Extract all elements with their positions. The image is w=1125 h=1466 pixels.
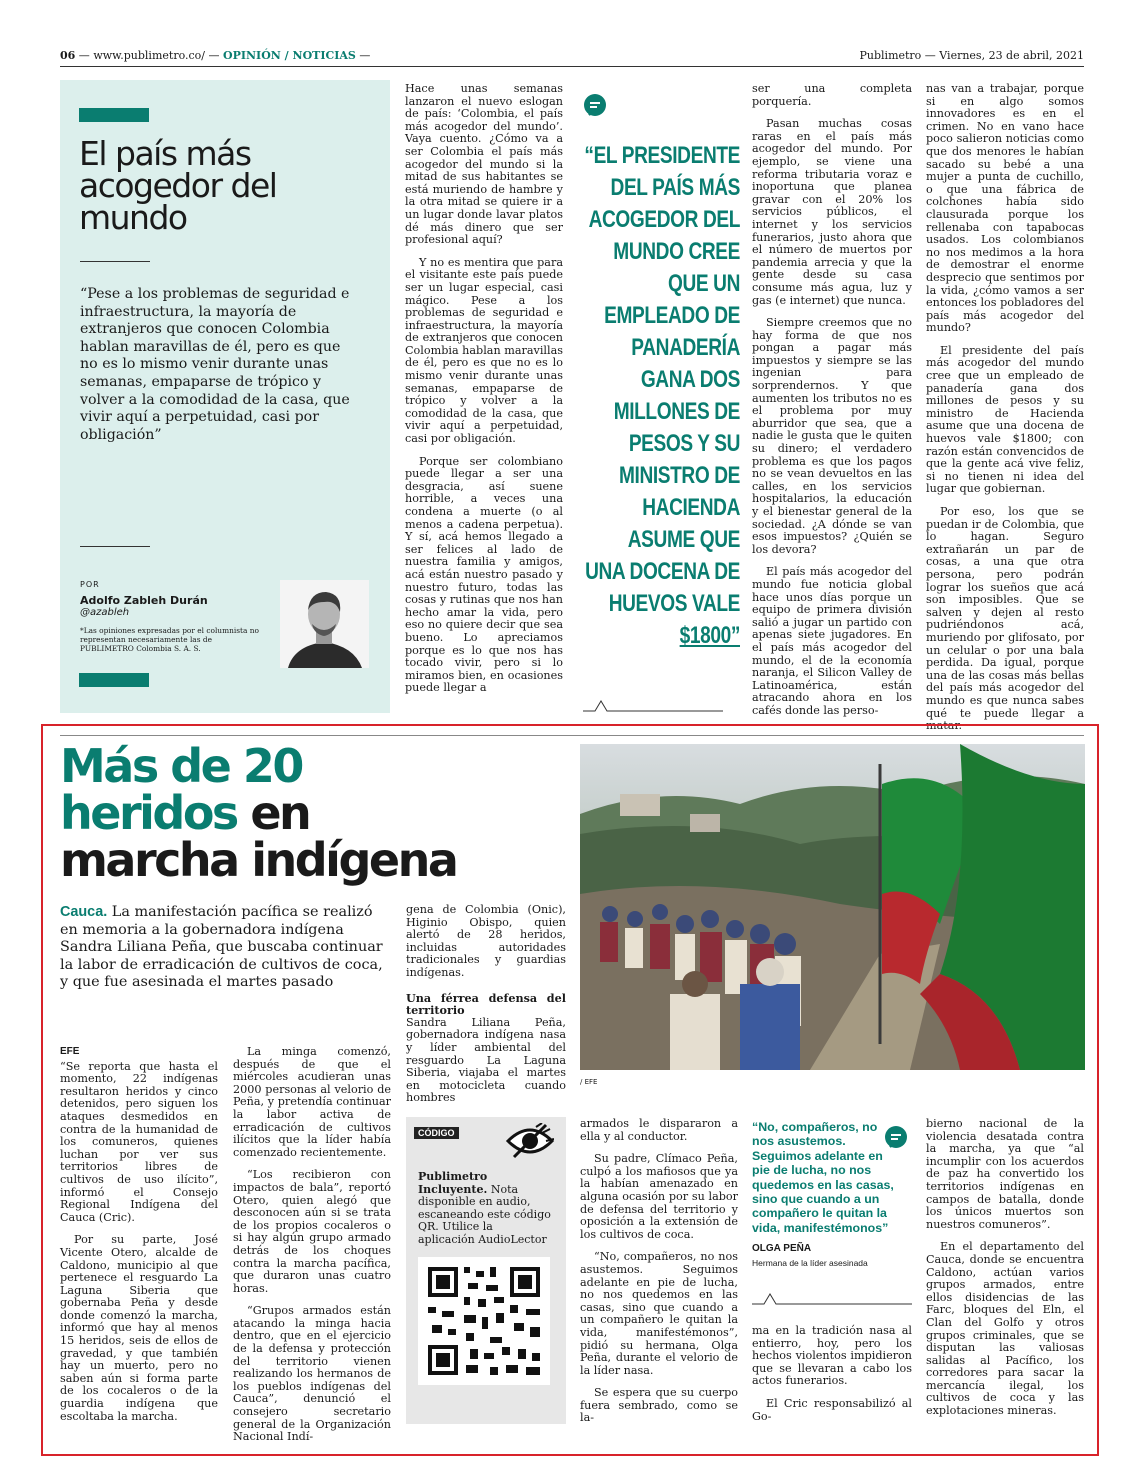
paragraph: Su padre, Clímaco Peña, culpó a los mafiosos que ya la habían amenazado en alguna ocasión por su labor de defensa del territorio y oposición a la extensión de los cultivos de coca. <box>580 1152 738 1241</box>
by-label: POR <box>80 580 100 589</box>
headline-line-3: marcha indígena <box>60 833 457 887</box>
news-pullquote <box>752 1120 912 1268</box>
subhead: Una férrea defensa del territorio <box>406 990 566 1018</box>
opinion-column-2 <box>752 83 912 728</box>
paragraph: Sandra Liliana Peña, gobernadora indígena nasa y líder ambiental del resguardo La Laguna Siberia, viajaba el martes en motocicleta cuando hombres <box>406 1015 566 1105</box>
teal-bar-bottom <box>79 673 149 687</box>
author-handle[interactable]: @azableh <box>80 607 130 618</box>
news-lede <box>60 904 390 992</box>
section-rule <box>60 735 1084 736</box>
paragraph: nas van a trabajar, porque si en algo somos innovadores es en el crimen. No en vano hace poco salieron noticias como que dos menores le habían sacado su bebé a una mujer a punta de cuchillo, o que una fábrica de colchones había sido clausurada porque los rellenaba con tapabocas usados. Los colombianos no nos medimos a la hora de demostrar el enorme desprecio que sentimos por la vida, ¿cómo vamos a ser entonces los pobladores del país más acogedor del mundo? <box>926 82 1084 335</box>
paragraph: bierno nacional de la violencia desatada contra la marcha, ya que “al incumplir con los acuerdos de paz ha convertido los territorios indígenas en campos de batalla, donde los únicos muertos son nuestros comuneros”. <box>926 1117 1084 1231</box>
author-photo <box>280 580 369 668</box>
paragraph: “Grupos armados están atacando la minga hacia dentro, que en el ejercicio de la defensa y protección del territorio vienen realizando los hermanos de los pueblos indígenas del Cauca”, denunció el consejero secretario general de la Organización Nacional Indí- <box>233 1304 391 1444</box>
opinion-column-1 <box>405 83 563 705</box>
speech-bubble-icon <box>583 94 740 122</box>
headline-line-1: Más de 20 <box>60 739 302 793</box>
news-column-2 <box>233 1046 391 1454</box>
paragraph: “Los recibieron con impactos de bala”, reportó Otero, quien alegó que desconocen aún si se trata de los propios cocaleros o si hay algún grupo armado detrás de los choques contra la marcha pacífica, que duraron unas cuatro horas. <box>233 1168 391 1295</box>
paragraph: “No, compañeros, no nos asustemos. Seguimos adelante en pie de lucha, no nos quedemos en las casas, sino que cuando a un compañero le quitan la vida, manifestémonos”, pidió su hermana, Olga Peña, durante el velorio de la líder nasa. <box>580 1250 738 1377</box>
codigo-text <box>418 1171 553 1247</box>
opinion-quote: “Pese a los problemas de seguridad e infraestructura, la mayoría de extranjeros que conocen Colombia hablan maravillas de él, pero es que no es lo mismo venir durante unas semanas, empaparse de trópico y volver a la comodidad de la casa, que vivir aquí a perpetuidad, casi por obligación” <box>80 286 350 443</box>
pullquote-text: “No, compañeros, no nos asustemos. Seguimos adelante en pie de lucha, no nos quedemos en las casas, sino que cuando a un compañero le quitan la vida, manifestémonos” <box>752 1120 894 1235</box>
qr-code[interactable] <box>418 1257 550 1385</box>
opinion-pullquote <box>583 83 740 652</box>
header-date: Publimetro — Viernes, 23 de abril, 2021 <box>859 49 1084 62</box>
teal-bar-top <box>79 108 149 122</box>
news-headline <box>60 739 580 887</box>
paragraph: Porque ser colombiano puede llegar a ser una desgracia, así suene horrible, a veces una condena a muerte (o al menos a cadena perpetua). Y sí, acá hemos llegado a ser felices al lado de nuestra familia y amigos, acá están nuestro pasado y nuestro futuro, todas las cosas y rutinas que nos han hecho amar la vida, pero eso no quiere decir que sea bueno. Lo apreciamos porque es lo que nos has tocado vivir, pero si lo miramos bien, en ocasiones puede llegar a <box>405 454 563 695</box>
paragraph: gena de Colombia (Onic), Higinio Obispo, quien alertó de 28 heridos, incluidas autoridades tradicionales y guardias indígenas. <box>406 903 566 979</box>
photo-credit: / EFE <box>580 1078 598 1086</box>
news-column-1 <box>60 1046 218 1433</box>
paragraph: Siempre creemos que no hay forma de que nos pongan a pagar más impuestos y siempre se las ingenian para sorprendernos. Y que aumenten los tributos no es el problema por muy aburridor que sea, que a nadie le gusta que le quiten su dinero; el verdadero problema es que los pagos no se vean devueltos en las calles, en los servicios hospitalarios, la educación y el bienestar general de la sociedad. ¿A dónde se van esos impuestos? ¿Quién se los devora? <box>752 316 912 556</box>
page-header <box>60 49 1084 65</box>
headline-line-2 <box>60 786 580 840</box>
codigo-title: Publimetro Incluyente. <box>418 1170 488 1196</box>
codigo-body: Nota disponible en audio, escaneando este código QR. Utilice la aplicación AudioLector <box>418 1182 551 1246</box>
disclaimer: *Las opiniones expresadas por el columnista no representan necesariamente las de PUBLIMETRO Colombia S. A. S. <box>80 626 259 653</box>
pullquote-end: $1800” <box>679 622 740 649</box>
news-column-3 <box>406 904 566 1115</box>
pullquote-name: OLGA PEÑA <box>752 1243 812 1255</box>
divider <box>80 261 150 262</box>
headline-en: en <box>250 786 310 840</box>
author-name: Adolfo Zableh Durán <box>80 594 208 607</box>
line-end-icon <box>583 695 723 719</box>
news-column-5 <box>752 1325 912 1433</box>
news-column-6 <box>926 1118 1084 1428</box>
paragraph: Pasan muchas cosas raras en el país más acogedor del mundo. Por ejemplo, se viene una reforma tributaria voraz e inoportuna que planea gravar con el 20% los servicios públicos, el internet y los servicios funerarios, justo ahora que el número de muertos por pandemia arrecia y que la gente desde su casa consume más agua, luz y gas (e internet) que nunca. <box>752 117 912 307</box>
site-url[interactable]: www.publimetro.co/ <box>93 49 205 62</box>
codigo-box <box>406 1117 566 1424</box>
paragraph: Y no es mentira que para el visitante este país puede ser un lugar especial, casi mágico. Pese a los problemas de seguridad e infraestructura, la mayoría de extranjeros que conocen Colombia hablan maravillas de él, pero es que no es lo mismo venir durante unas semanas, empaparse de trópico y volver a la comodidad de la casa, que vivir aquí a perpetuidad, casi por obligación. <box>405 255 563 446</box>
paragraph: En el departamento del Cauca, donde se encuentra Caldono, actúan varios grupos armados, entre ellos disidencias de las Farc, bloques del Eln, el Clan del Golfo y otros grupos criminales, que se disputan las valiosas salidas al Pacífico, los corredores para sacar la mercancía ilegal, los cultivos de coca y las explotaciones mineras. <box>926 1240 1084 1418</box>
paragraph: Por su parte, José Vicente Otero, alcalde de Caldono, municipio al que pertenece el resguardo La Laguna Siberia que gobernaba Peña y desde donde comenzó la marcha, informó que hay al menos 15 heridos, seis de ellos de gravedad, y que también hay un muerto, pero no saben aún si forma parte de los cocaleros o de la guardia indígena que escoltaba la marcha. <box>60 1233 218 1423</box>
paragraph: ma en la tradición nasa al entierro, hoy, pero los hechos violentos impidieron que se llevaran a cabo los actos funerarios. <box>752 1324 912 1388</box>
paragraph: Por eso, los que se puedan ir de Colombia, que lo hagan. Seguro extrañarán un par de cosas, a una que otra persona, pero podrán lograr los sueños que acá son imposibles. Que se salven y dejen al resto pudriéndonos acá, muriendo por glifosato, por un celular o por una bala perdida. Da igual, porque una de las cosas más bellas del país más acogedor del mundo es que nunca sabes qué te puede llegar a matar. <box>926 505 1084 733</box>
lede-text: La manifestación pacífica se realizó en memoria a la gobernadora indígena Sandra Liliana Peña, que buscaba continuar la labor de erradicación de cultivos de coca, y que fue asesinada el martes pasado <box>60 904 383 991</box>
headline-heridos: heridos <box>60 786 237 840</box>
codigo-label: CÓDIGO <box>414 1127 459 1139</box>
opinion-column-3 <box>926 83 1084 743</box>
section-label: OPINIÓN / NOTICIAS <box>223 49 356 62</box>
paragraph: “Se reporta que hasta el momento, 22 indígenas resultaron heridos y cinco detenidos, pero siguen los ataques desmedidos en contra de la humanidad de los comuneros, quienes luchan por ver sus territorios libres de cultivos de uso ilícito”, informó el Consejo Regional Indígena del Cauca (Cric). <box>60 1059 218 1224</box>
paragraph: Hace unas semanas lanzaron el nuevo eslogan de país: ‘Colombia, el país más acogedor del mundo’. Vaya cuento. ¿Cómo va a ser Colombia el país más acogedor del mundo si la mitad de sus habitantes se está muriendo de hambre y la otra mitad se quiere ir a un lugar donde lavar platos dé más dinero que ser profesional aquí? <box>405 82 563 247</box>
paragraph: El presidente del país más acogedor del mundo cree que un empleado de panadería gana dos millones de pesos y su ministro de Hacienda asume que una docena de huevos vale $1800; con razón están convencidos de que la gente acá vive feliz, si no tienen ni idea del lugar que gobiernan. <box>926 343 1084 496</box>
paragraph: El país más acogedor del mundo fue noticia global hace unos días porque un equipo de primera división salió a jugar un partido con apenas siete jugadores. En el país más acogedor del mundo, el de la economía naranja, el Silicon Valley de Latinoamérica, están atracando ahora en los cafés donde las perso- <box>752 565 912 717</box>
divider <box>80 546 150 547</box>
paragraph: ser una completa porquería. <box>752 82 912 108</box>
eye-icon <box>506 1123 554 1163</box>
agency-label: EFE <box>60 1046 80 1057</box>
lede-place: Cauca. <box>60 904 108 920</box>
march-photo <box>580 744 1085 1070</box>
page-number: 06 <box>60 49 76 62</box>
opinion-title: El país más acogedor del mundo <box>79 134 277 237</box>
pullquote-text: “EL PRESIDENTE DEL PAÍS MÁS ACOGEDOR DEL MUNDO CREE QUE UN EMPLEADO DE PANADERÍA GANA DOS MILLONES DE PESOS Y SU MINISTRO DE HACIENDA ASUME QUE UNA DOCENA DE HUEVOS VALE <box>584 142 740 617</box>
paragraph: El Cric responsabilizó al Go- <box>752 1396 912 1423</box>
news-column-4 <box>580 1118 738 1435</box>
paragraph: La minga comenzó, después de que el miércoles acudieran unas 2000 personas al velorio de Peña, y pretendía continuar la labor activa de erradicación de cultivos ilícitos que la líder había comenzado recientemente. <box>233 1045 391 1159</box>
header-left: 06 — www.publimetro.co/ — OPINIÓN / NOTICIAS — <box>60 49 371 62</box>
speech-bubble-icon <box>884 1126 908 1154</box>
paragraph: Se espera que su cuerpo fuera sembrado, como se la- <box>580 1386 738 1425</box>
header-rule <box>60 66 1084 67</box>
line-end-icon <box>752 1288 912 1312</box>
paragraph: armados le dispararon a ella y al conductor. <box>580 1117 738 1143</box>
opinion-box <box>60 80 390 713</box>
pullquote-role: Hermana de la líder asesinada <box>752 1258 868 1269</box>
